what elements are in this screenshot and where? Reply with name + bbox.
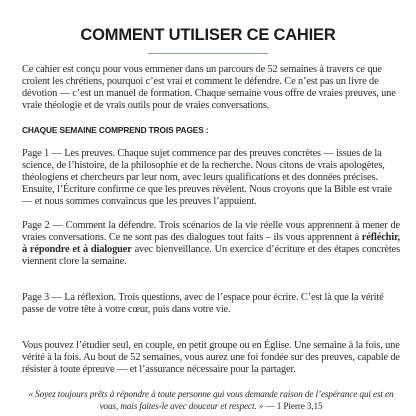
quote-text: « Soyez toujours prêts à répondre à toute personne qui vous demande raison de l’espérance qui est en vous, mais faites-le avec douceur et respect. » [28, 390, 394, 412]
page2-paragraph [22, 220, 400, 268]
page2-text-after: avec bienveillance. Un exercice d’écriture et des étapes concrètes viennent clore la semaine. [22, 244, 400, 267]
content-area [22, 64, 400, 413]
quote-reference: — 1 Pierre 3,15 [263, 402, 323, 412]
page3-paragraph: Page 3 — La réflexion. Trois questions, avec de l’espace pour écrire. C’est là que la vérité passe de votre tête à votre cœur, puis dans votre vie. [22, 292, 384, 315]
section-heading: CHAQUE SEMAINE COMPREND TROIS PAGES : [22, 125, 209, 135]
scripture-quote [22, 389, 400, 413]
page1-paragraph: Page 1 — Les preuves. Chaque sujet commence par des preuves concrètes — issues de la science, de l’histoire, de la philosophie et de la recherche. Nous citons de vrais apologètes, théologiens et chercheurs par leur nom, avec leurs qualifications et des données précises. Ensuite, l’Écriture confirme ce que les preuves révèlent. Nous croyons que la Bible est vraie — et nous sommes convaincus que les preuves l’appuient. [22, 148, 392, 207]
page-title: COMMENT UTILISER CE CAHIER [80, 26, 336, 44]
title-underline-rule [148, 53, 268, 54]
page2-bold-text: réfléchir, à répondre et à dialoguer [22, 232, 400, 255]
closing-paragraph: Vous pouvez l’étudier seul, en couple, en petit groupe ou en Église. Une semaine à la fois, une vérité à la fois. Au bout de 52 semaines, vous aurez une foi fondée sur des preuves, capable de résister à toute épreuve — et l’assurance nécessaire pour la partager. [22, 340, 400, 375]
page2-text-before: Page 2 — Comment la défendre. Trois scénarios de la vie réelle vous apprennent à mener de vraies conversations. Ce ne sont pas des dialogues tout faits – ils vous apprennent à [22, 220, 400, 243]
intro-paragraph: Ce cahier est conçu pour vous emmener dans un parcours de 52 semaines à travers ce que croient les chrétiens, pourquoi c’est vrai et comment le défendre. Ce n’est pas un livre de dévotion — c’est un manuel de formation. Chaque semaine vous offre de vraies preuves, une vraie théologie et de vrais outils pour de vraies conversations. [22, 64, 396, 111]
